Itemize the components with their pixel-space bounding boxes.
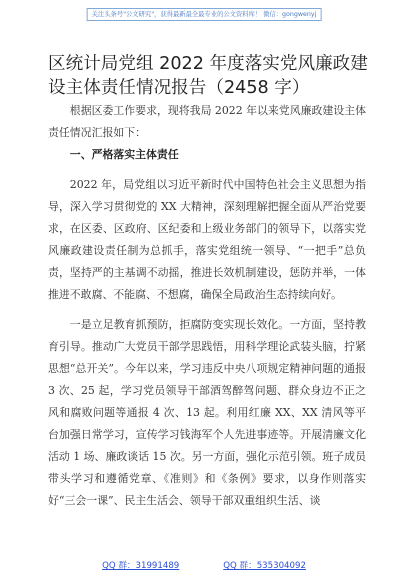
- document-title: 区统计局党组 2022 年度落实党风廉政建设主体责任情况报告（2458 字）: [48, 54, 368, 98]
- promo-banner: 关注头条号"公文研究"，获得最新最全最专业的公文资料库！ 微信：gongwenyj: [87, 8, 322, 21]
- body-paragraph-2: 一是立足教育抓预防，拒腐防变实现长效化。一方面，坚持教育引导。推动广大党员干部学思践悟，用科学理论武装头脑，拧紧思想“总开关”。今年以来，学习违反中央八项规定精神问题的通报 3 次、25 起，学习党员领导干部酒驾醉驾问题、群众身边不正之风和腐败问题等通报 4 次、13 起。利用红廉 XX、XX 清风等平台加强日常学习，宣传学习钱海军个人先进事迹等。开展清廉文化活动 1 场、廉政谈话 15 次。另一方面，强化示范引领。班子成员带头学习和遵循党章、《准则》和《条例》要求，以身作则落实好“三会一课”、民主生活会、领导干部双重组织生活、谈: [48, 318, 366, 507]
- paragraph-gap: [48, 306, 366, 314]
- intro-paragraph: 根据区委工作要求，现将我局 2022 年以来党风廉政建设主体责任情况汇报如下：: [48, 104, 366, 139]
- qq-group-link-1[interactable]: QQ 群：31991489: [102, 561, 180, 571]
- document-body: [48, 100, 366, 512]
- section-heading: 一、严格落实主体责任: [69, 148, 179, 161]
- footer: [0, 560, 408, 572]
- body-paragraph-1: 2022 年，局党组以习近平新时代中国特色社会主义思想为指导，深入学习贯彻党的 XX 大精神，深刻理解把握全面从严治党要求，在区委、区政府、区纪委和上级业务部门的领导下，以落实党风廉政建设责任制为总抓手，落实党组统一领导、“一把手”总负责，坚持严的主基调不动摇，推进长效机制建设，惩防并举，一体推进不敢腐、不能腐、不想腐，确保全局政治生态持续向好。: [48, 178, 366, 301]
- qq-group-link-2[interactable]: QQ 群：535304092: [223, 561, 306, 571]
- paragraph-gap: [48, 166, 366, 174]
